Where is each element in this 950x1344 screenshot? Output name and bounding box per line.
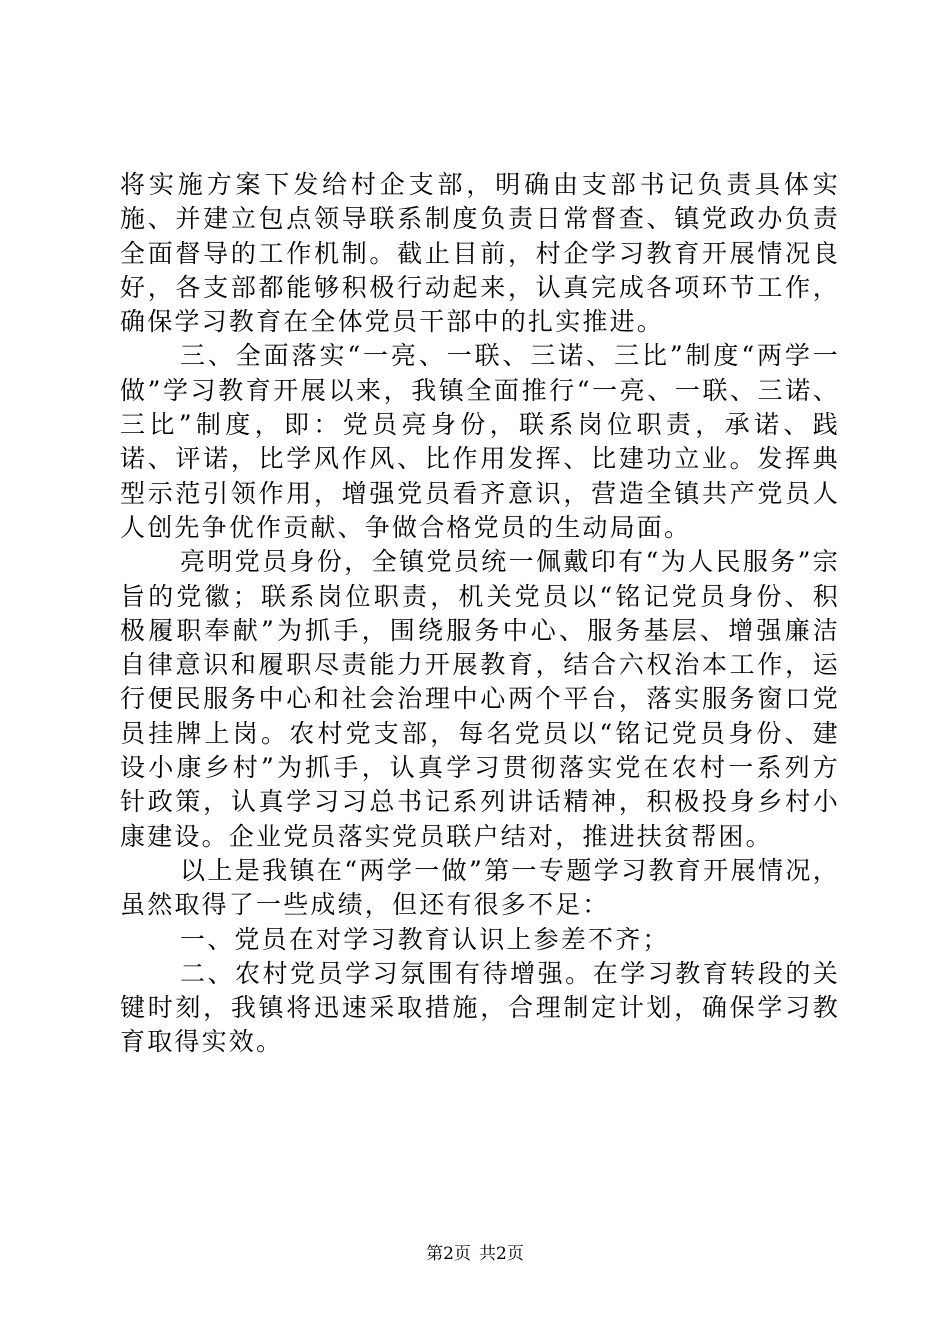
- page-total: 共2页: [479, 1244, 524, 1264]
- document-body: [120, 168, 840, 1060]
- paragraph-3: 亮明党员身份，全镇党员统一佩戴印有“为人民服务”宗旨的党徽；联系岗位职责，机关党员以“铭记党员身份、积极履职奉献”为抓手，围绕服务中心、服务基层、增强廉洁自律意识和履职尽责能力开展教育，结合六权治本工作，运行便民服务中心和社会治理中心两个平台，落实服务窗口党员挂牌上岗。农村党支部，每名党员以“铭记党员身份、建设小康乡村”为抓手，认真学习贯彻落实党在农村一系列方针政策，认真学习习总书记系列讲话精神，积极投身乡村小康建设。企业党员落实党员联户结对，推进扶贫帮困。: [120, 547, 840, 851]
- page-number: 第2页: [426, 1244, 471, 1264]
- paragraph-6: 二、农村党员学习氛围有待增强。在学习教育转段的关键时刻，我镇将迅速采取措施，合理制定计划，确保学习教育取得实效。: [120, 958, 840, 1057]
- paragraph-2: 三、全面落实“一亮、一联、三诺、三比”制度“两学一做”学习教育开展以来，我镇全面推行“一亮、一联、三诺、三比”制度，即：党员亮身份，联系岗位职责，承诺、践诺、评诺，比学风作风、比作用发挥、比建功立业。发挥典型示范引领作用，增强党员看齐意识，营造全镇共产党员人人创先争优作贡献、争做合格党员的生动局面。: [120, 341, 840, 542]
- paragraph-5: 一、党员在对学习教育认识上参差不齐；: [180, 924, 670, 954]
- page-footer: [0, 1243, 950, 1265]
- paragraph-4: 以上是我镇在“两学一做”第一专题学习教育开展情况，虽然取得了一些成绩，但还有很多不足：: [120, 855, 840, 920]
- paragraph-1: 将实施方案下发给村企支部，明确由支部书记负责具体实施、并建立包点领导联系制度负责日常督查、镇党政办负责全面督导的工作机制。截止目前，村企学习教育开展情况良好，各支部都能够积极行动起来，认真完成各项环节工作，确保学习教育在全体党员干部中的扎实推进。: [120, 170, 840, 337]
